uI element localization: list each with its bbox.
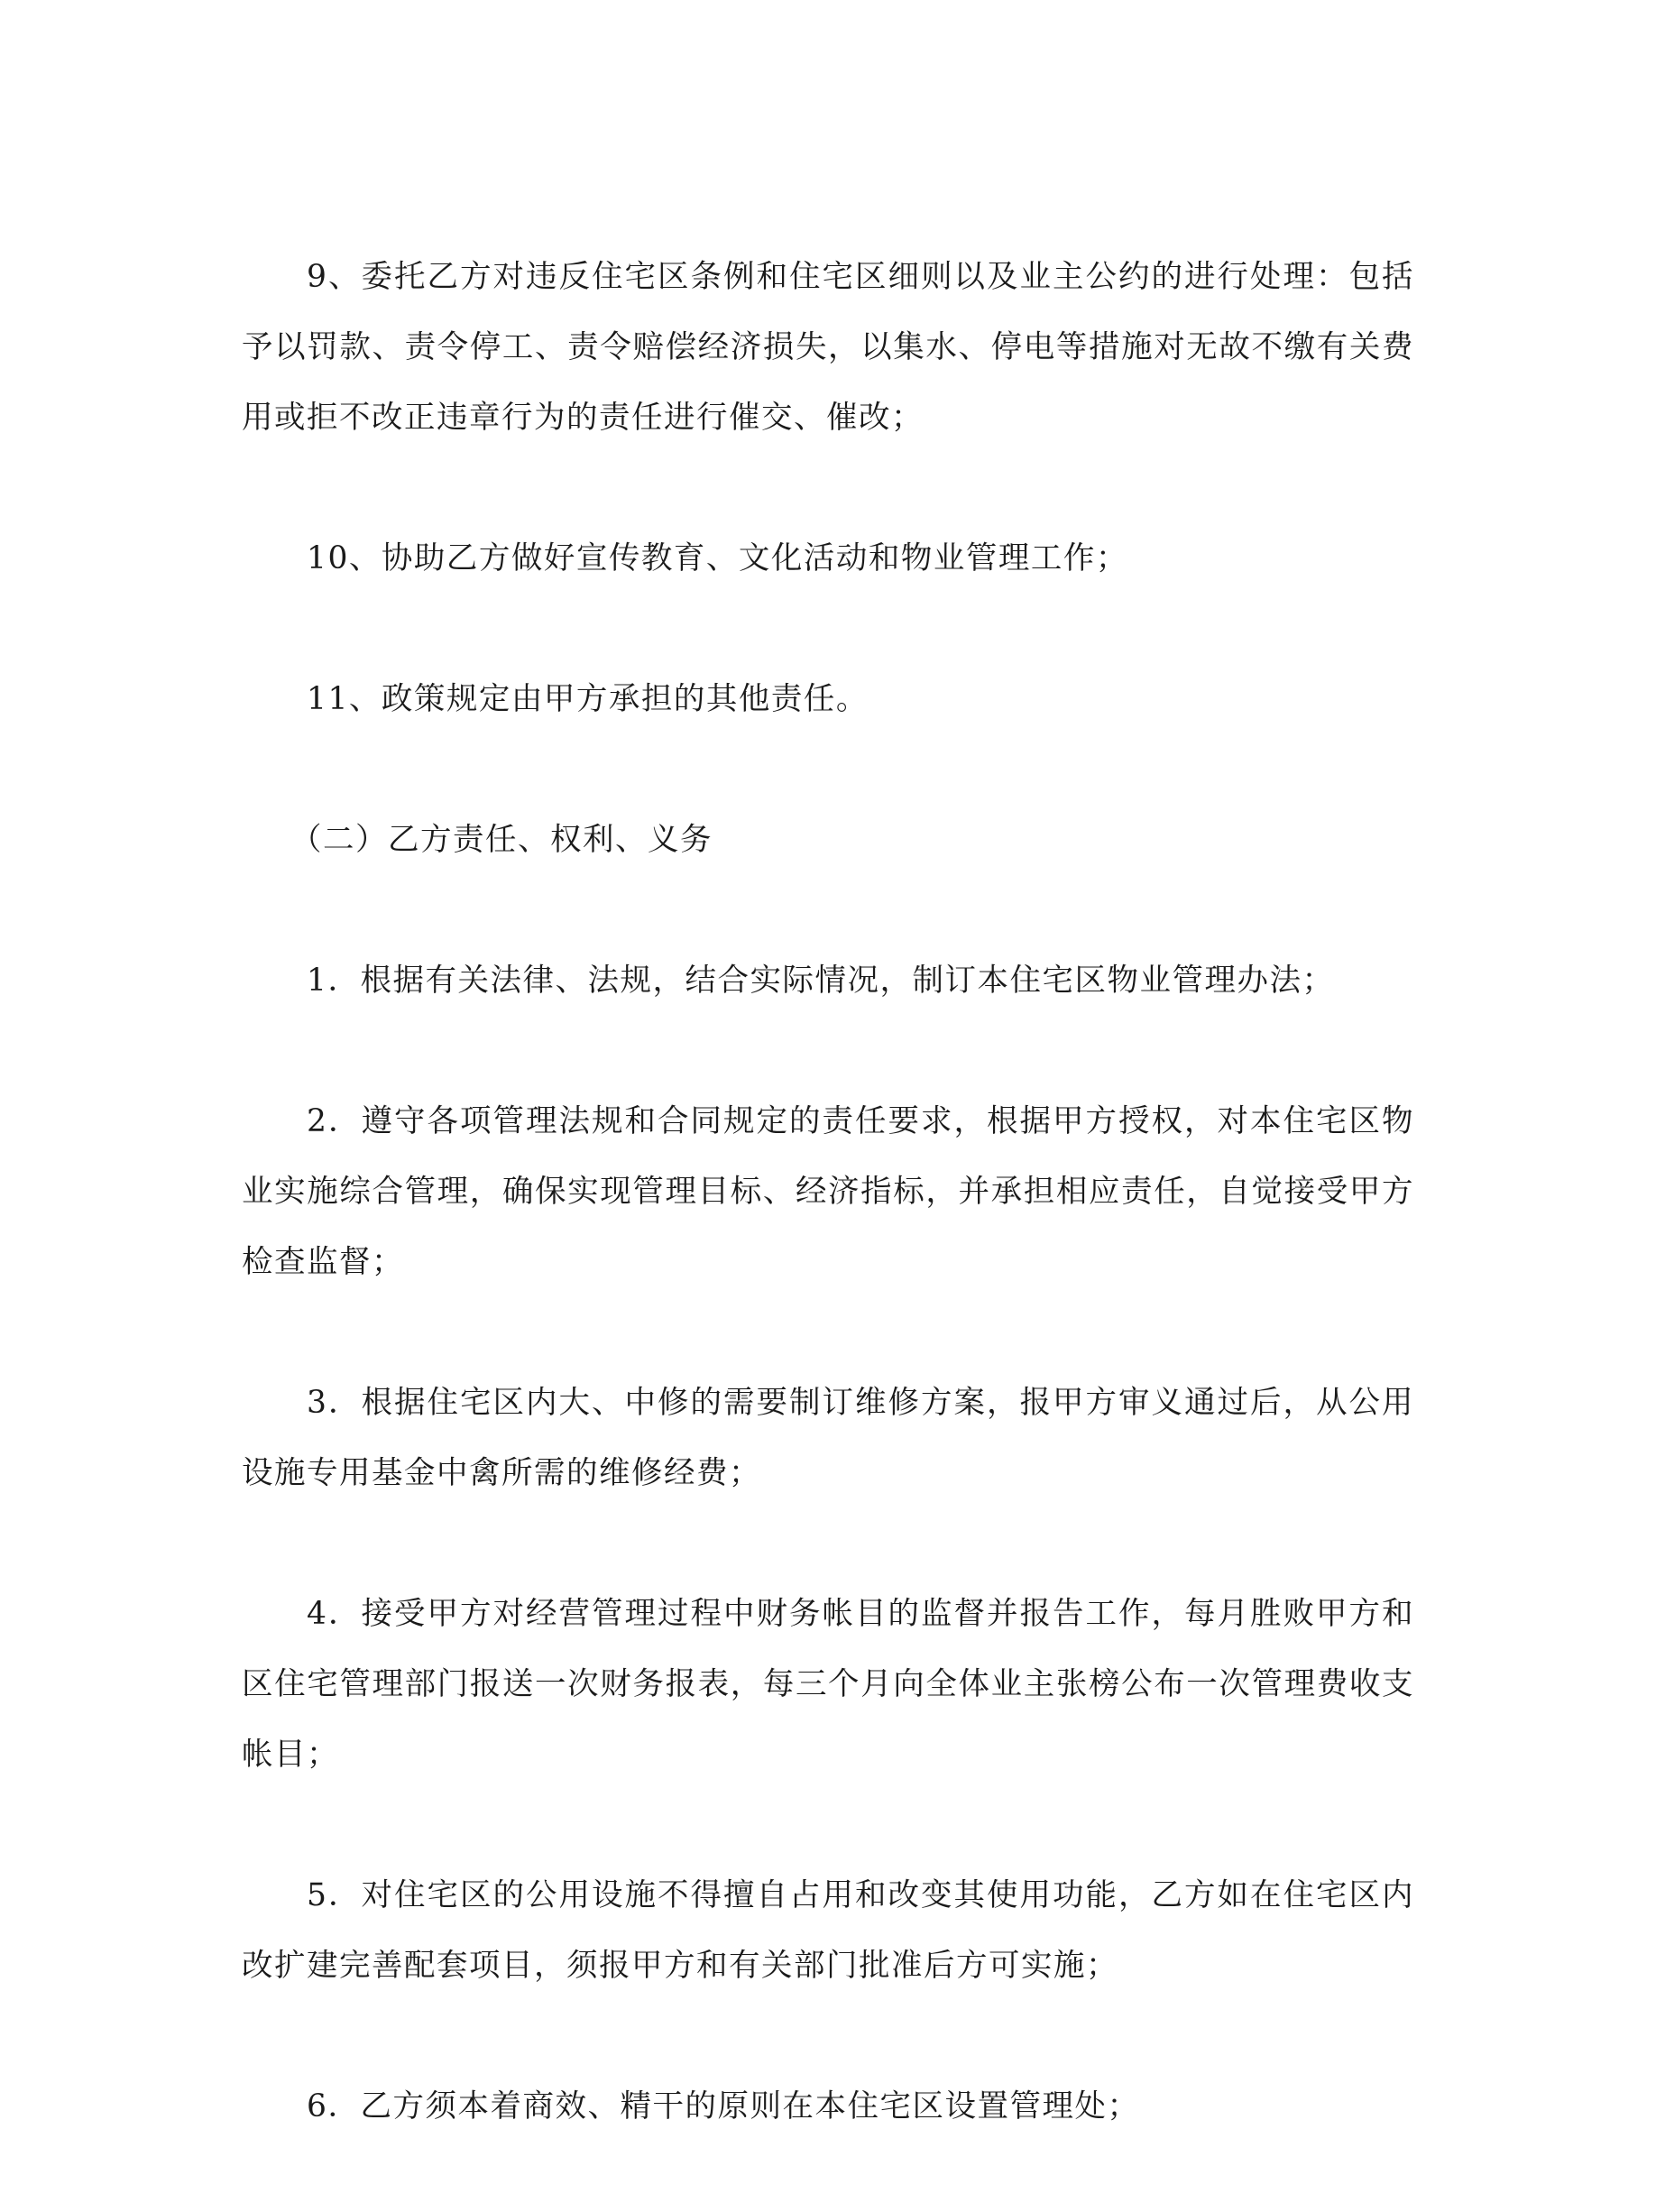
section-heading: （二）乙方责任、权利、义务 (290, 822, 713, 858)
paragraph-item-1: 1．根据有关法律、法规，结合实际情况，制订本住宅区物业管理办法； (307, 963, 1335, 999)
paragraph-item-2: 2．遵守各项管理法规和合同规定的责任要求，根据甲方授权，对本住宅区物业实施综合管理，确保实现管理目标、经济指标，并承担相应责任，自觉接受甲方检查监督； (242, 1103, 1414, 1280)
paragraph-item-11: 11、政策规定由甲方承担的其他责任。 (307, 681, 869, 717)
paragraph-item-3: 3．根据住宅区内大、中修的需要制订维修方案，报甲方审义通过后，从公用设施专用基金中禽所需的维修经费； (242, 1385, 1414, 1491)
paragraph-item-5: 5．对住宅区的公用设施不得擅自占用和改变其使用功能，乙方如在住宅区内改扩建完善配套项目，须报甲方和有关部门批准后方可实施； (242, 1877, 1414, 1984)
paragraph-item-9: 9、委托乙方对违反住宅区条例和住宅区细则以及业主公约的进行处理：包括予以罚款、责令停工、责令赔偿经济损失，以集水、停电等措施对无故不缴有关费用或拒不改正违章行为的责任进行催交、催改； (242, 259, 1414, 436)
paragraph-item-6: 6．乙方须本着商效、精干的原则在本住宅区设置管理处； (307, 2088, 1140, 2124)
document-body (242, 242, 1414, 2212)
paragraph-item-4: 4．接受甲方对经营管理过程中财务帐目的监督并报告工作，每月胜败甲方和区住宅管理部门报送一次财务报表，每三个月向全体业主张榜公布一次管理费收支帐目； (242, 1596, 1414, 1773)
paragraph-item-10: 10、协助乙方做好宣传教育、文化活动和物业管理工作； (307, 540, 1128, 576)
